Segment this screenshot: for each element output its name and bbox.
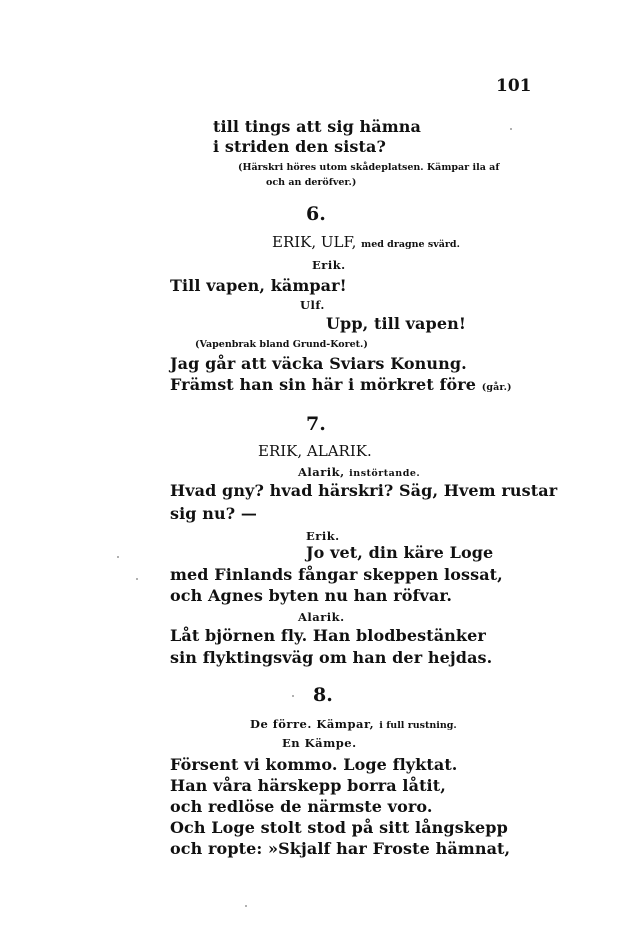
page-number: 101 xyxy=(496,76,532,96)
verse-line: Hvad gny? hvad härskri? Säg, Hvem rustar xyxy=(170,481,558,500)
scene-characters: De förre. Kämpar, xyxy=(250,717,375,731)
verse-line: Han våra härskepp borra låtit, xyxy=(170,776,446,795)
stage-direction: (Härskri höres utom skådeplatsen. Kämpar ila af xyxy=(238,162,500,173)
speaker-name: Erik. xyxy=(312,258,346,272)
speaker-name: Ulf. xyxy=(300,298,325,312)
speck xyxy=(136,578,138,580)
scene-heading xyxy=(250,715,457,731)
verse-line: och Agnes byten nu han röfvar. xyxy=(170,586,453,605)
speck xyxy=(245,905,247,907)
speaker-name xyxy=(298,467,420,479)
verse-text: Främst han sin här i mörkret före xyxy=(170,375,477,394)
verse-line: Låt björnen fly. Han blodbestänker xyxy=(170,626,486,645)
speck xyxy=(510,128,512,130)
speck xyxy=(117,556,119,558)
stage-direction: och an deröfver.) xyxy=(266,177,357,188)
speaker-name: Erik. xyxy=(306,529,340,543)
verse-line: Försent vi kommo. Loge flyktat. xyxy=(170,755,458,774)
verse-line: i striden den sista? xyxy=(213,137,386,156)
verse-line: Jag går att väcka Sviars Konung. xyxy=(170,354,467,373)
scene-number: 7. xyxy=(306,413,326,435)
verse-line: sig nu? — xyxy=(170,504,257,523)
scene-heading: ERIK, ALARIK. xyxy=(258,442,372,460)
speaker-label: Alarik, xyxy=(298,465,345,479)
verse-line: Till vapen, kämpar! xyxy=(170,276,347,295)
scene-heading-note: med dragne svärd. xyxy=(361,239,460,250)
verse-line: och redlöse de närmste voro. xyxy=(170,797,433,816)
verse-line: Och Loge stolt stod på sitt långskepp xyxy=(170,818,508,837)
verse-line: Upp, till vapen! xyxy=(326,314,466,333)
stage-direction: (går.) xyxy=(481,382,512,393)
verse-line: till tings att sig hämna xyxy=(213,117,421,136)
verse-line: sin flyktingsväg om han der hejdas. xyxy=(170,648,493,667)
verse-line xyxy=(170,377,512,393)
verse-line: med Finlands fångar skeppen lossat, xyxy=(170,565,503,584)
speaker-direction: instörtande. xyxy=(349,468,421,479)
scene-number: 6. xyxy=(306,203,326,225)
verse-line: Jo vet, din käre Loge xyxy=(306,543,494,562)
scene-heading xyxy=(272,235,460,250)
speaker-name: Alarik. xyxy=(298,610,345,624)
stage-direction: (Vapenbrak bland Grund-Koret.) xyxy=(195,339,368,350)
scene-heading-note: i full rustning. xyxy=(379,720,457,731)
scene-characters: ERIK, ULF, xyxy=(272,233,357,251)
scene-number: 8. xyxy=(313,684,333,706)
verse-line: och ropte: »Skjalf har Froste hämnat, xyxy=(170,839,511,858)
speaker-name: En Kämpe. xyxy=(282,736,357,750)
speck xyxy=(292,695,294,697)
